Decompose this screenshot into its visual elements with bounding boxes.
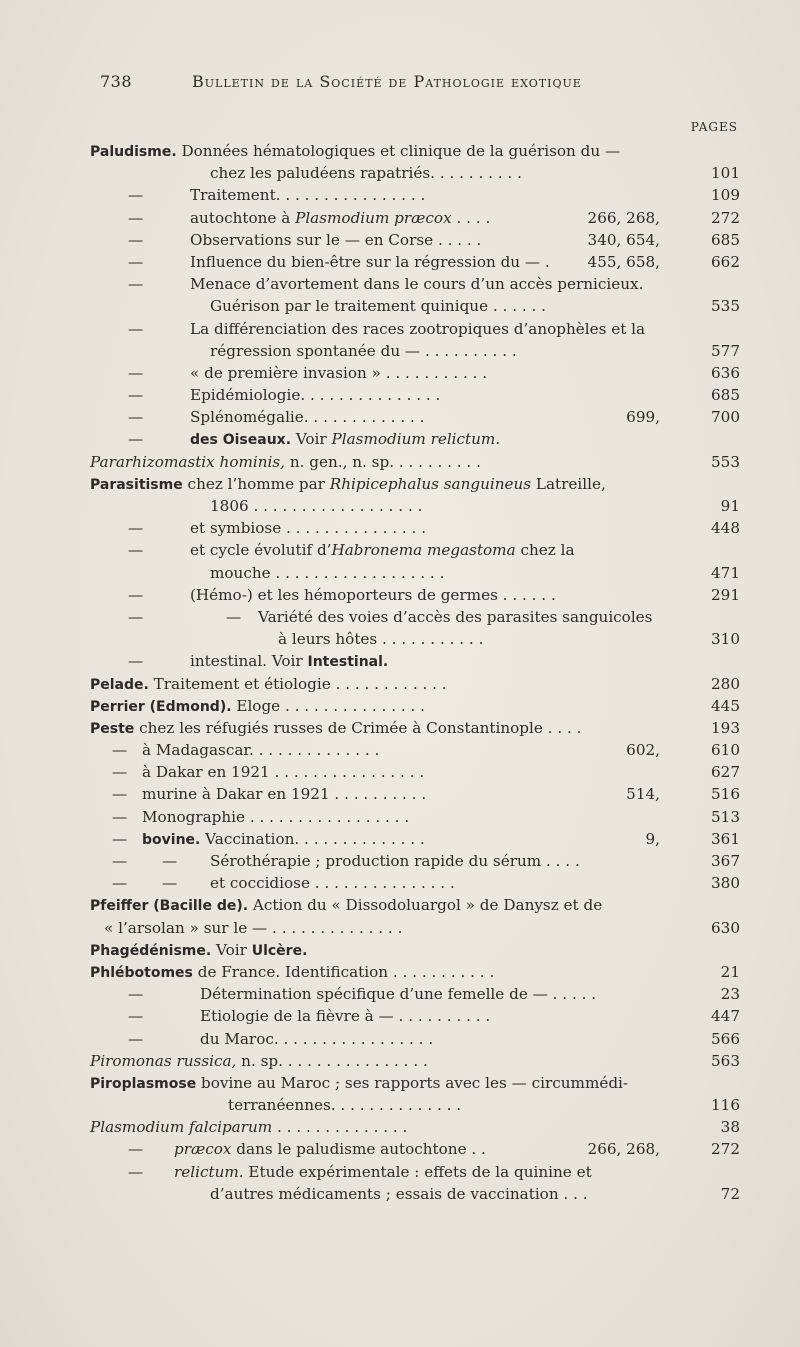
page-ref: 630 — [711, 918, 740, 937]
pages-column-label: PAGES — [690, 120, 738, 134]
index-line — [90, 251, 740, 273]
ditto-dash: — — [128, 541, 144, 560]
page-ref: 272 — [711, 208, 740, 227]
index-line — [90, 451, 740, 473]
index-line — [90, 939, 740, 961]
index-line — [90, 1116, 740, 1138]
index-line — [90, 673, 740, 695]
index-line — [90, 983, 740, 1005]
ditto-dash: — — [128, 652, 144, 671]
entry-text: dans le paludisme autochtone . . — [231, 1140, 486, 1159]
ditto-dash: — — [128, 186, 144, 205]
ditto-dash: — — [128, 386, 144, 405]
page-ref: 627 — [711, 763, 740, 782]
entry-text: Guérison par le traitement quinique . . . . . . — [210, 297, 546, 316]
index-entries — [90, 140, 740, 1205]
ditto-dash: — — [112, 874, 128, 893]
page-ref: 310 — [711, 630, 740, 649]
index-line — [90, 406, 740, 428]
ditto-dash: — — [128, 252, 144, 271]
page-ref: 563 — [711, 1051, 740, 1070]
index-line — [90, 894, 740, 916]
ditto-dash: — — [128, 1140, 144, 1159]
page-ref: 535 — [711, 297, 740, 316]
page-ref: 445 — [711, 696, 740, 715]
page-number: 738 — [100, 72, 133, 91]
page-ref: 280 — [711, 674, 740, 693]
ditto-dash: — — [128, 430, 144, 449]
ditto-dash: — — [128, 230, 144, 249]
page-ref: 448 — [711, 519, 740, 538]
entry-text: terranéennes. . . . . . . . . . . . . . — [228, 1096, 462, 1115]
taxon-name: Piromonas russica, — [90, 1051, 237, 1070]
index-line — [90, 562, 740, 584]
taxon-name: relictum. — [174, 1162, 244, 1181]
entry-heading: des Oiseaux. — [190, 432, 292, 449]
index-line — [90, 1183, 740, 1205]
entry-heading: Phlébotomes — [90, 964, 193, 981]
ditto-dash: — — [128, 275, 144, 294]
page-ref-list: 9, — [645, 829, 660, 848]
entry-text: Voir — [211, 940, 252, 959]
page-ref: 566 — [711, 1029, 740, 1048]
taxon-name: Habronema megastoma — [331, 541, 516, 560]
entry-heading: Parasitisme — [90, 476, 183, 493]
index-line — [90, 184, 740, 206]
index-line — [90, 628, 740, 650]
page-ref-list: 266, 268, — [587, 208, 660, 227]
index-line — [90, 362, 740, 384]
entry-text: et cycle évolutif d’ — [190, 541, 332, 560]
entry-text: Traitement. . . . . . . . . . . . . . . . — [190, 186, 426, 205]
entry-text: à leurs hôtes . . . . . . . . . . . — [278, 630, 484, 649]
index-line — [90, 695, 740, 717]
index-line — [90, 428, 740, 450]
entry-text: et coccidiose . . . . . . . . . . . . . . . — [210, 874, 455, 893]
entry-text: et symbiose . . . . . . . . . . . . . . . — [190, 519, 427, 538]
entry-text: bovine au Maroc ; ses rapports avec les — circummédi- — [196, 1073, 629, 1092]
entry-text: Observations sur le — en Corse . . . . . — [190, 230, 482, 249]
page-ref: 380 — [711, 874, 740, 893]
page-ref: 101 — [711, 164, 740, 183]
page-ref-list: 266, 268, — [587, 1140, 660, 1159]
index-line — [90, 473, 740, 495]
ditto-dash: — — [128, 607, 144, 626]
page-ref-list: 514, — [626, 785, 660, 804]
entry-text: . . . . . . . . . . . . . . — [272, 1118, 408, 1137]
entry-text: mouche . . . . . . . . . . . . . . . . . . — [210, 563, 445, 582]
page-ref: 367 — [711, 852, 740, 870]
entry-text: 1806 . . . . . . . . . . . . . . . . . . — [210, 497, 423, 515]
entry-text: (Hémo-) et les hémoporteurs de germes . . . . . . — [190, 585, 556, 604]
index-line — [90, 806, 740, 828]
entry-text: Traitement et étiologie . . . . . . . . . . . . — [148, 674, 447, 693]
index-line — [90, 1138, 740, 1160]
entry-text: du Maroc. . . . . . . . . . . . . . . . . — [200, 1029, 434, 1048]
index-line — [90, 650, 740, 672]
taxon-name: præcox — [174, 1140, 232, 1159]
ditto-dash: — — [128, 985, 144, 1004]
entry-text: Voir — [291, 430, 332, 449]
entry-heading: Pfeiffer (Bacille de). — [90, 898, 249, 915]
entry-text: Détermination spécifique d’une femelle de — . . . . . — [200, 985, 597, 1004]
ditto-dash: — — [128, 363, 144, 382]
page-ref: 116 — [711, 1096, 740, 1115]
ditto-dash: — — [112, 829, 128, 848]
index-line — [90, 1028, 740, 1050]
ditto-dash: — — [128, 319, 144, 338]
page-ref: 553 — [711, 452, 740, 471]
entry-text: Eloge . . . . . . . . . . . . . . . — [231, 696, 425, 715]
cross-reference: Ulcère. — [251, 942, 308, 959]
ditto-dash: — — [128, 519, 144, 538]
entry-text: de France. Identification . . . . . . . . . . . — [192, 962, 495, 981]
taxon-name: Plasmodium falciparum — [90, 1118, 273, 1137]
page-ref: 91 — [720, 497, 740, 515]
index-line — [90, 606, 740, 628]
index-line — [90, 340, 740, 362]
page-ref: 513 — [711, 807, 740, 826]
page-ref-list: 340, 654, — [587, 230, 660, 249]
entry-heading: Paludisme. — [90, 144, 177, 160]
entry-text: régression spontanée du — . . . . . . . . . . — [210, 341, 517, 360]
page-ref: 610 — [711, 741, 740, 760]
entry-text: « de première invasion » . . . . . . . . . . . — [190, 363, 488, 382]
ditto-dash: — — [162, 874, 178, 893]
ditto-dash: — — [128, 1162, 144, 1181]
entry-text: chez la — [515, 541, 575, 560]
entry-text: n. gen., n. sp. . . . . . . . . . — [285, 452, 481, 471]
entry-leader: . . . . — [451, 208, 491, 227]
entry-heading: bovine. — [142, 831, 201, 848]
entry-text: chez les paludéens rapatriés. . . . . . . . . . — [210, 164, 522, 183]
entry-text: Latreille, — [531, 474, 606, 493]
index-line — [90, 517, 740, 539]
index-line — [90, 318, 740, 340]
entry-heading: Pelade. — [90, 676, 149, 693]
entry-text: Variété des voies d’accès des parasites sanguicoles — [258, 607, 653, 626]
index-line — [90, 917, 740, 939]
index-line — [90, 273, 740, 295]
entry-text: d’autres médicaments ; essais de vaccination . . . — [210, 1184, 588, 1203]
entry-heading: Peste — [90, 720, 135, 737]
page-ref: 193 — [711, 718, 740, 737]
index-line — [90, 539, 740, 561]
taxon-name: Plasmodium relictum. — [331, 430, 501, 449]
ditto-dash: — — [112, 807, 128, 826]
page-ref: 700 — [711, 408, 740, 427]
index-line — [90, 717, 740, 739]
entry-text: chez les réfugiés russes de Crimée à Constantinople . . . . — [134, 718, 582, 737]
ditto-dash: — — [112, 852, 128, 870]
index-line — [90, 140, 740, 162]
taxon-name: Rhipicephalus sanguineus — [329, 474, 532, 493]
index-line — [90, 1005, 740, 1027]
taxon-name: Plasmodium præcox — [295, 208, 452, 227]
entry-heading: Perrier (Edmond). — [90, 698, 232, 715]
ditto-dash: — — [128, 1029, 144, 1048]
entry-text: à Madagascar. . . . . . . . . . . . . . — [142, 741, 380, 760]
index-line — [90, 1094, 740, 1116]
index-line — [90, 384, 740, 406]
entry-heading: Piroplasmose — [90, 1075, 197, 1092]
page-ref-list: 699, — [626, 408, 660, 427]
entry-text: murine à Dakar en 1921 . . . . . . . . . . — [142, 785, 427, 804]
ditto-dash: — — [112, 741, 128, 760]
ditto-dash: — — [112, 763, 128, 782]
index-line — [90, 495, 740, 517]
page-ref-list: 455, 658, — [587, 252, 660, 271]
ditto-dash: — — [128, 1007, 144, 1026]
entry-text: chez l’homme par — [182, 474, 330, 493]
page-ref: 577 — [711, 341, 740, 360]
ditto-dash: — — [162, 852, 178, 870]
index-line — [90, 961, 740, 983]
entry-text: Splénomégalie. . . . . . . . . . . . . — [190, 408, 425, 427]
entry-heading: Phagédénisme. — [90, 942, 212, 959]
index-line — [90, 828, 740, 850]
ditto-dash: — — [226, 607, 242, 626]
index-line — [90, 295, 740, 317]
running-title: Bulletin de la Société de Pathologie exotique — [192, 72, 582, 91]
ditto-dash: — — [128, 585, 144, 604]
index-line — [90, 1072, 740, 1094]
page-ref: 685 — [711, 230, 740, 249]
page-ref: 109 — [711, 186, 740, 205]
index-line — [90, 207, 740, 229]
page-ref-list: 602, — [626, 741, 660, 760]
entry-text: Action du « Dissodoluargol » de Danysz et de — [248, 896, 603, 915]
entry-text: n. sp. . . . . . . . . . . . . . . . — [236, 1051, 428, 1070]
index-line — [90, 1161, 740, 1183]
entry-text: Etude expérimentale : effets de la quinine et — [243, 1162, 592, 1181]
page-ref: 361 — [711, 829, 740, 848]
entry-text: Etiologie de la fièvre à — . . . . . . . . . . — [200, 1007, 491, 1026]
ditto-dash: — — [128, 408, 144, 427]
page-ref: 662 — [711, 252, 740, 271]
entry-text: Monographie . . . . . . . . . . . . . . . . . — [142, 807, 410, 826]
page-ref: 291 — [711, 585, 740, 604]
entry-text: Influence du bien-être sur la régression du — . — [190, 252, 550, 271]
index-line — [90, 1050, 740, 1072]
taxon-name: Pararhizomastix hominis, — [90, 452, 285, 471]
entry-text: Epidémiologie. . . . . . . . . . . . . . . — [190, 386, 441, 405]
ditto-dash: — — [112, 785, 128, 804]
entry-text: « l’arsolan » sur le — . . . . . . . . . . . . . . — [104, 918, 403, 937]
page-ref: 447 — [711, 1007, 740, 1026]
entry-text: Données hématologiques et clinique de la guérison du — — [181, 142, 621, 160]
index-line — [90, 229, 740, 251]
page-ref: 471 — [711, 563, 740, 582]
index-line — [90, 761, 740, 783]
page-ref: 636 — [711, 363, 740, 382]
entry-text: La différenciation des races zootropiques d’anophèles et la — [190, 319, 646, 338]
page-ref: 685 — [711, 386, 740, 405]
index-line — [90, 162, 740, 184]
page-ref: 72 — [720, 1184, 740, 1203]
index-line — [90, 584, 740, 606]
page-ref: 38 — [720, 1118, 740, 1137]
entry-text: Sérothérapie ; production rapide du sérum . . . . — [210, 852, 580, 870]
page-ref: 21 — [720, 962, 740, 981]
entry-text: à Dakar en 1921 . . . . . . . . . . . . . . . . — [142, 763, 425, 782]
index-line — [90, 783, 740, 805]
entry-text: autochtone à — [190, 208, 296, 227]
page-ref: 23 — [720, 985, 740, 1004]
page-ref: 272 — [711, 1140, 740, 1159]
index-line — [90, 850, 740, 872]
ditto-dash: — — [128, 208, 144, 227]
entry-text: Vaccination. . . . . . . . . . . . . . — [200, 829, 425, 848]
index-line — [90, 739, 740, 761]
page-header — [100, 72, 710, 96]
index-line — [90, 872, 740, 894]
entry-text: intestinal. Voir — [190, 652, 308, 671]
cross-reference: Intestinal. — [307, 654, 389, 671]
entry-text: Menace d’avortement dans le cours d’un accès pernicieux. — [190, 275, 644, 294]
page-ref: 516 — [711, 785, 740, 804]
